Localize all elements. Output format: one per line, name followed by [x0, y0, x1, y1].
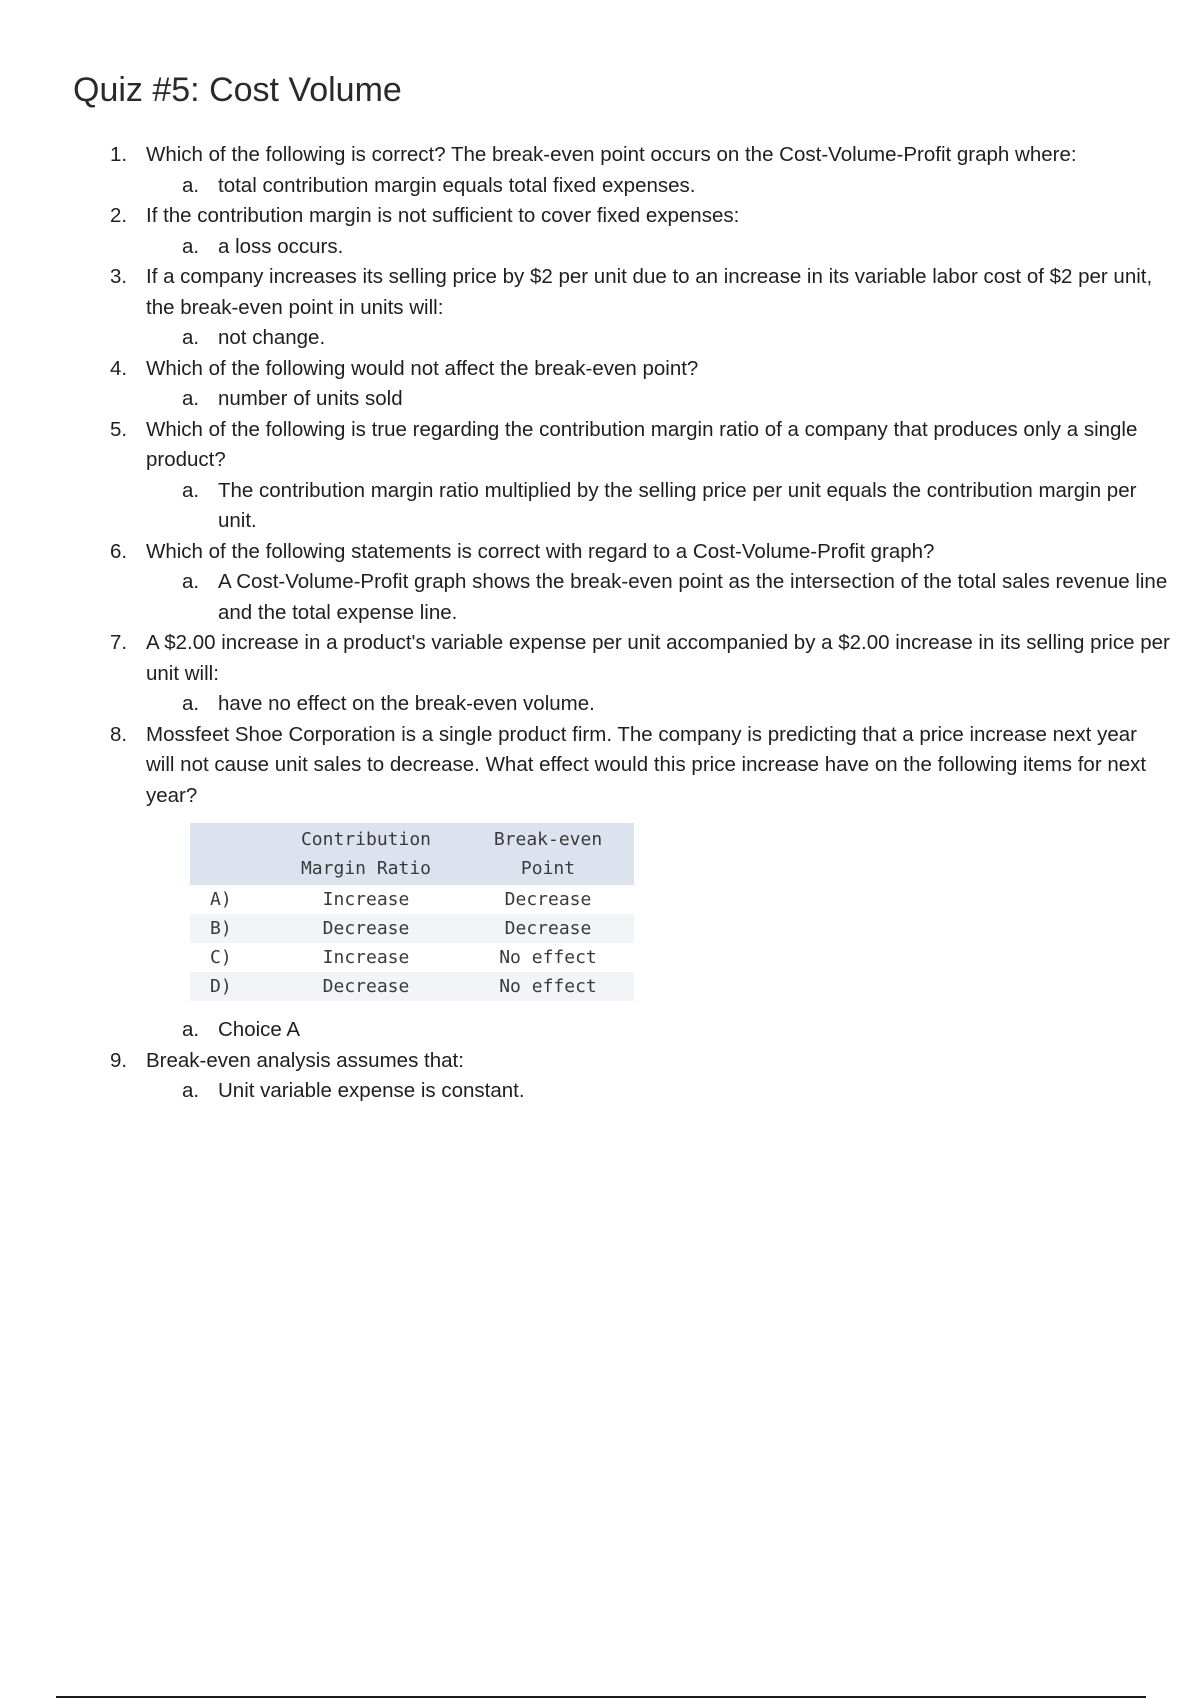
answer-text: A Cost-Volume-Profit graph shows the break-even point as the intersection of the total sales revenue line and the total expense line.	[218, 570, 1168, 624]
question-number: 7.	[110, 631, 128, 654]
table-cell: C)	[210, 947, 232, 968]
question-text: Which of the following is correct? The break-even point occurs on the Cost-Volume-Profit graph where:	[146, 143, 1077, 166]
question-text: Break-even analysis assumes that:	[146, 1048, 464, 1072]
question-text: If a company increases its selling price by $2 per unit due to an increase in its variable labor cost of $2 per unit, the break-even point in units will:	[146, 265, 1153, 319]
page-title: Quiz #5: Cost Volume	[73, 71, 402, 109]
table-row	[190, 914, 634, 943]
question-2	[110, 201, 1170, 232]
table-cell: Decrease	[504, 889, 592, 910]
question-text: Which of the following would not affect the break-even point?	[146, 356, 699, 380]
answer-text: Unit variable expense is constant.	[218, 1079, 525, 1102]
answer-letter: a.	[182, 173, 200, 197]
table-cell: Increase	[322, 947, 410, 968]
question-number: 2.	[110, 204, 128, 227]
question-number: 6.	[110, 539, 128, 563]
table-row	[190, 972, 634, 1001]
answer-letter: a.	[182, 570, 200, 593]
answer-6	[110, 567, 1170, 628]
table-header-break-even-point	[462, 823, 634, 885]
answer-4	[110, 384, 1170, 415]
header-text: Contribution	[300, 829, 432, 850]
answer-text: Choice A	[218, 1018, 301, 1041]
question-number: 1.	[110, 143, 128, 166]
answer-letter: a.	[182, 1018, 200, 1041]
answer-8	[110, 1015, 1170, 1046]
table-cell: No effect	[499, 947, 597, 968]
table-row	[190, 885, 634, 914]
answer-7	[110, 689, 1170, 720]
question-1	[110, 140, 1170, 171]
answer-text: not change.	[218, 326, 326, 349]
answer-letter: a.	[182, 478, 200, 502]
choice-table	[190, 823, 634, 1001]
answer-2	[110, 232, 1170, 263]
question-6	[110, 537, 1170, 568]
answer-5	[110, 476, 1170, 537]
answer-letter: a.	[182, 1079, 200, 1102]
question-text: A $2.00 increase in a product's variable expense per unit accompanied by a $2.00 increase in its selling price per unit will:	[146, 631, 1170, 685]
question-number: 3.	[110, 265, 128, 288]
question-number: 4.	[110, 356, 128, 380]
question-text: Which of the following statements is correct with regard to a Cost-Volume-Profit graph?	[146, 539, 935, 563]
answer-text: number of units sold	[218, 387, 403, 410]
table-header-contribution-margin-ratio	[270, 823, 462, 885]
header-text: Break-even	[493, 829, 603, 850]
answer-text: The contribution margin ratio multiplied by the selling price per unit equals the contribution margin per unit.	[218, 478, 1137, 532]
table-cell: A)	[210, 889, 232, 910]
table-cell: Decrease	[462, 914, 634, 943]
table-cell: Increase	[322, 889, 410, 910]
table-cell: D)	[190, 972, 270, 1001]
question-text: If the contribution margin is not sufficient to cover fixed expenses:	[146, 204, 740, 227]
answer-text: a loss occurs.	[218, 234, 344, 258]
footer-divider	[56, 1696, 1146, 1698]
answer-3	[110, 323, 1170, 354]
table-cell: Decrease	[270, 972, 462, 1001]
answer-letter: a.	[182, 387, 200, 410]
table-header-letter	[190, 823, 270, 885]
question-number: 9.	[110, 1048, 128, 1072]
question-4	[110, 354, 1170, 385]
answer-9	[110, 1076, 1170, 1107]
table-cell: B)	[190, 914, 270, 943]
question-8	[110, 720, 1170, 1002]
question-5	[110, 415, 1170, 476]
answer-text: have no effect on the break-even volume.	[218, 692, 595, 715]
answer-1	[110, 171, 1170, 202]
table-row	[190, 943, 634, 972]
question-7	[110, 628, 1170, 689]
answer-letter: a.	[182, 234, 200, 258]
question-3	[110, 262, 1170, 323]
answer-letter: a.	[182, 692, 200, 715]
table-cell: Decrease	[270, 914, 462, 943]
table-header-row	[190, 823, 634, 885]
header-text: Point	[520, 858, 576, 879]
answer-letter: a.	[182, 326, 200, 349]
answer-text: total contribution margin equals total fixed expenses.	[218, 173, 696, 197]
header-text: Margin Ratio	[300, 858, 432, 879]
question-number: 8.	[110, 722, 128, 746]
question-9	[110, 1046, 1170, 1077]
question-list	[110, 140, 1170, 1107]
table-cell: No effect	[462, 972, 634, 1001]
question-text: Which of the following is true regarding the contribution margin ratio of a company that produces only a single product?	[146, 417, 1138, 471]
question-text: Mossfeet Shoe Corporation is a single product firm. The company is predicting that a price increase next year will not cause unit sales to decrease. What effect would this price increase have on the following items for next year?	[146, 722, 1147, 807]
question-number: 5.	[110, 417, 128, 441]
